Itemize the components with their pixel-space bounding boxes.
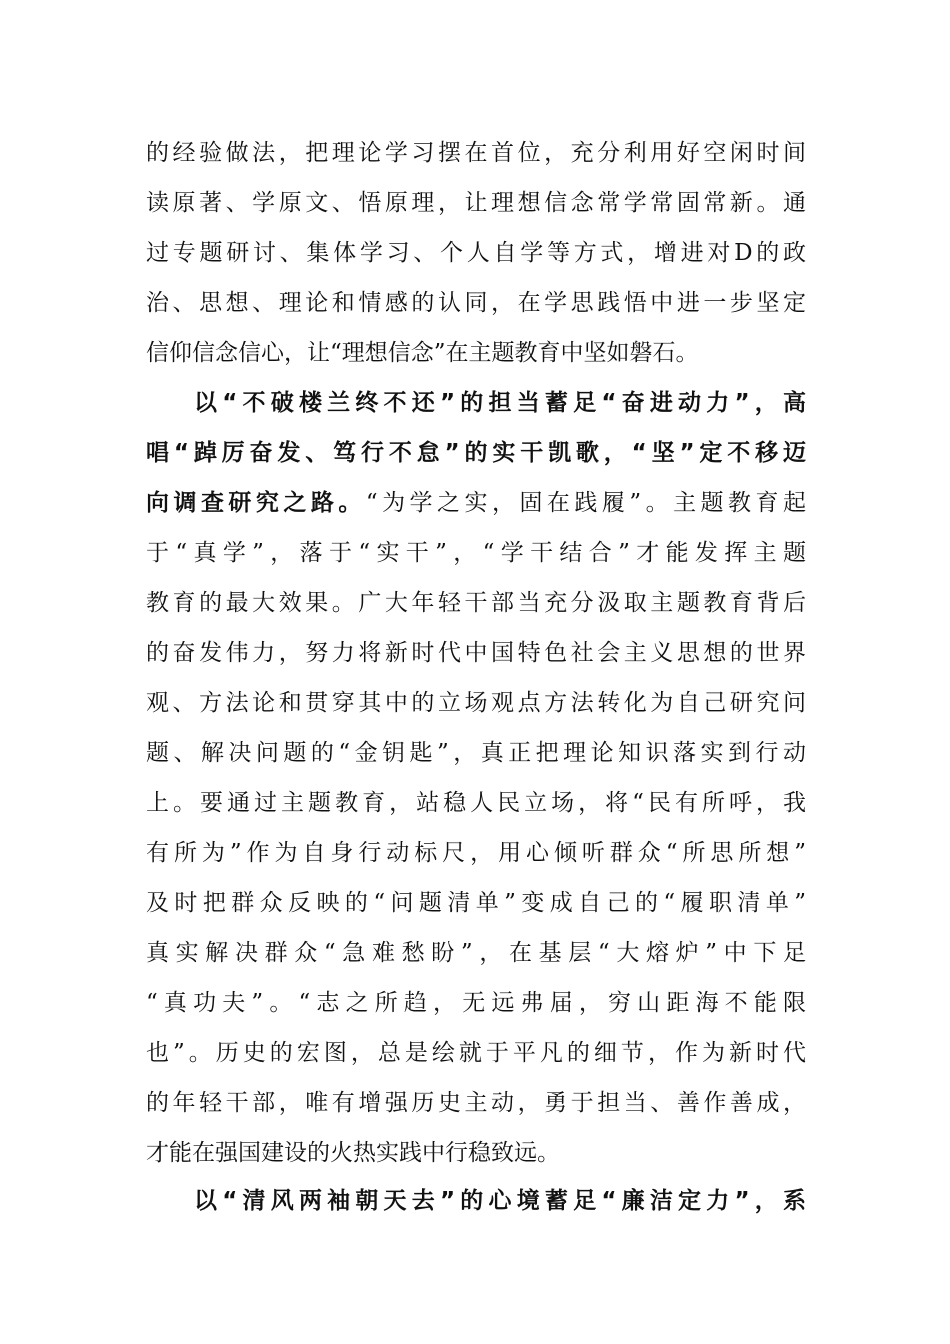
text-line: 及时把群众反映的“问题清单”变成自己的“履职清单”	[146, 890, 806, 916]
text-line: 信仰信念信心，让“理想信念”在主题教育中坚如磐石。	[146, 340, 699, 366]
paragraph-integrity	[146, 1176, 806, 1226]
text-line: 教育的最大效果。广大年轻干部当充分汲取主题教育背后	[146, 590, 806, 616]
text-line: 题、解决问题的“金钥匙”，真正把理论知识落实到行动	[146, 740, 806, 766]
section-heading-line: 以“不破楼兰终不还”的担当蓄足“奋进动力”，高	[194, 390, 806, 416]
section-heading-tail: 向调查研究之路。	[146, 490, 366, 516]
text-line: 才能在强国建设的火热实践中行稳致远。	[146, 1140, 560, 1166]
text-line: 的奋发伟力，努力将新时代中国特色社会主义思想的世界	[146, 640, 806, 666]
mixed-line	[146, 478, 806, 528]
body-text-segment: “为学之实，固在践履”。主题教育起	[365, 490, 806, 516]
paragraph-ideal-belief	[146, 128, 806, 378]
paragraph-investigation	[146, 378, 806, 1178]
text-line: 治、思想、理论和情感的认同，在学思践悟中进一步坚定	[146, 290, 806, 316]
text-line: 真实解决群众“急难愁盼”，在基层“大熔炉”中下足	[146, 940, 806, 966]
text-line: “真功夫”。“志之所趋，无远弗届，穷山距海不能限	[146, 990, 806, 1016]
text-line: 于“真学”，落于“实干”，“学干结合”才能发挥主题	[146, 540, 806, 566]
text-line: 的年轻干部，唯有增强历史主动，勇于担当、善作善成，	[146, 1090, 806, 1116]
text-line: 观、方法论和贯穿其中的立场观点方法转化为自己研究问	[146, 690, 806, 716]
text-line: 读原著、学原文、悟原理，让理想信念常学常固常新。通	[146, 190, 806, 216]
text-line: 上。要通过主题教育，站稳人民立场，将“民有所呼，我	[146, 790, 806, 816]
text-line: 的经验做法，把理论学习摆在首位，充分利用好空闲时间	[146, 140, 806, 166]
section-heading-line: 唱“踔厉奋发、笃行不怠”的实干凯歌，“坚”定不移迈	[146, 440, 806, 466]
text-line: 有所为”作为自身行动标尺，用心倾听群众“所思所想”	[146, 840, 806, 866]
text-line: 过专题研讨、集体学习、个人自学等方式，增进对D的政	[146, 240, 806, 266]
text-line: 也”。历史的宏图，总是绘就于平凡的细节，作为新时代	[146, 1040, 806, 1066]
section-heading-line: 以“清风两袖朝天去”的心境蓄足“廉洁定力”，系	[194, 1188, 806, 1214]
